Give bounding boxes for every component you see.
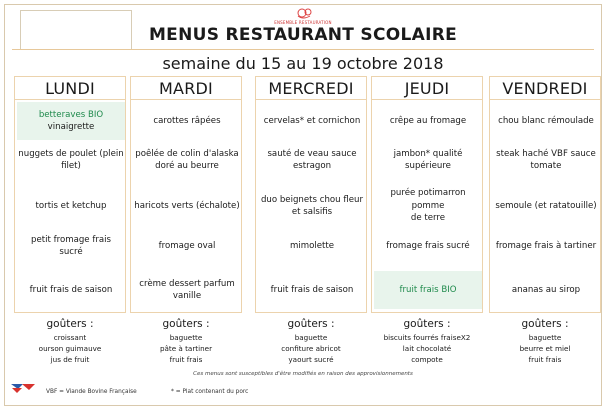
dish-line-1: crêpe au fromage <box>389 115 467 126</box>
day-divider <box>372 99 482 100</box>
dish-line-2: supérieure <box>405 161 451 171</box>
dish-line-1: ananas au sirop <box>511 284 581 295</box>
dish-item <box>374 227 482 265</box>
gouter-item: fruit frais <box>169 355 203 364</box>
dish-line-1: petit fromage frais <box>30 234 112 245</box>
dish-item <box>17 102 125 140</box>
dish-item <box>258 141 366 179</box>
dish-line-1: betteraves BIO <box>38 109 104 120</box>
gouter-title: goûters : <box>287 318 335 330</box>
gouter-item: yaourt sucré <box>288 355 334 364</box>
dish-item <box>492 141 600 179</box>
gouter-item: confiture abricot <box>281 344 341 353</box>
dish-line-2: et salsifis <box>291 207 333 217</box>
dish-line-2: vinaigrette <box>47 122 95 132</box>
gouter-item: baguette <box>528 333 562 342</box>
day-column-vendredi <box>489 76 601 313</box>
gouter-item: croissant <box>53 333 87 342</box>
day-divider <box>256 99 366 100</box>
dish-item <box>258 187 366 225</box>
dish-line-1: carottes râpées <box>153 115 221 126</box>
dish-line-2: sucré <box>59 247 83 257</box>
gouter-item: compote <box>411 355 443 364</box>
dish-line-1: mimolette <box>289 240 335 251</box>
gouter-title: goûters : <box>521 318 569 330</box>
day-name: LUNDI <box>45 79 95 98</box>
dish-line-1: haricots verts (échalote) <box>134 200 240 211</box>
dish-item <box>133 227 241 265</box>
dish-item <box>258 227 366 265</box>
dish-item <box>258 102 366 140</box>
gouter-title: goûters : <box>403 318 451 330</box>
gouter-item: beurre et miel <box>519 344 571 353</box>
day-column-mardi <box>130 76 242 313</box>
gouter-item: baguette <box>294 333 328 342</box>
dish-item <box>17 271 125 309</box>
dish-item <box>374 187 482 225</box>
dish-item <box>374 141 482 179</box>
dish-item <box>492 187 600 225</box>
dish-line-1: poêlée de colin d'alaska <box>135 148 239 159</box>
dish-line-1: sauté de veau sauce <box>267 148 357 159</box>
page-title: MENUS RESTAURANT SCOLAIRE <box>148 25 458 45</box>
gouter-item: baguette <box>169 333 203 342</box>
gouter-title: goûters : <box>162 318 210 330</box>
gouter-item: biscuits fourrés fraiseX2 <box>383 333 471 342</box>
dish-item <box>374 102 482 140</box>
dish-line-1: fromage frais sucré <box>386 240 470 251</box>
dish-line-1: fruit frais de saison <box>29 284 113 295</box>
day-divider <box>490 99 600 100</box>
dish-line-1: cervelas* et cornichon <box>263 115 361 126</box>
dish-line-1: fromage frais à tartiner <box>495 240 597 251</box>
dish-item <box>17 187 125 225</box>
day-divider <box>15 99 125 100</box>
dish-item <box>492 227 600 265</box>
day-divider <box>131 99 241 100</box>
gouter-block <box>130 318 242 370</box>
dish-item <box>492 271 600 309</box>
dish-line-1: steak haché VBF sauce <box>496 148 596 159</box>
dish-line-1: purée potimarron pomme <box>390 188 466 211</box>
dish-item <box>133 187 241 225</box>
dish-line-1: fruit frais de saison <box>270 284 354 295</box>
dish-item <box>133 102 241 140</box>
dish-line-1: duo beignets chou fleur <box>260 194 364 205</box>
caterer-logo-text: ENSEMBLE RESTAURATION <box>274 20 332 25</box>
week-range: semaine du 15 au 19 octobre 2018 <box>162 54 444 73</box>
dish-item <box>133 141 241 179</box>
gouter-item: jus de fruit <box>50 355 90 364</box>
gouter-item: lait chocolaté <box>402 344 452 353</box>
title-divider <box>12 49 594 50</box>
dish-line-1: tortis et ketchup <box>35 200 107 211</box>
dish-line-1: chou blanc rémoulade <box>498 115 594 126</box>
vbf-legend: VBF = Viande Bovine Française <box>46 389 137 395</box>
day-name: VENDREDI <box>502 79 588 98</box>
dish-item <box>492 102 600 140</box>
day-name: MARDI <box>159 79 213 98</box>
dish-line-1: crème dessert parfum <box>139 278 235 289</box>
dish-line-1: fruit frais BIO <box>399 284 457 295</box>
day-column-jeudi <box>371 76 483 313</box>
dish-line-1: semoule (et ratatouille) <box>495 200 597 211</box>
gouter-block <box>255 318 367 370</box>
dish-line-2: vanille <box>172 291 202 301</box>
dish-line-2: tomate <box>530 161 562 171</box>
dish-line-2: filet) <box>61 161 81 171</box>
caterer-logo <box>258 6 348 26</box>
dish-line-1: nuggets de poulet (plein <box>18 148 124 159</box>
day-name: JEUDI <box>404 79 450 98</box>
gouter-title: goûters : <box>46 318 94 330</box>
porc-legend: * = Plat contenant du porc <box>171 389 249 395</box>
gouter-item: fruit frais <box>528 355 562 364</box>
gouter-block <box>371 318 483 370</box>
dish-item <box>17 141 125 179</box>
gouter-block <box>489 318 601 370</box>
gouter-item: pâte à tartiner <box>159 344 213 353</box>
dish-line-2: de terre <box>410 213 446 224</box>
gouter-item: ourson guimauve <box>38 344 102 353</box>
day-name: MERCREDI <box>268 79 354 98</box>
day-column-lundi <box>14 76 126 313</box>
dish-line-1: fromage oval <box>158 240 216 251</box>
dish-item <box>133 271 241 309</box>
dish-item <box>258 271 366 309</box>
vbf-logo-icon <box>10 381 36 395</box>
dish-line-2: estragon <box>292 161 332 171</box>
dish-item <box>17 227 125 265</box>
day-column-mercredi <box>255 76 367 313</box>
gouter-block <box>14 318 126 370</box>
dish-item <box>374 271 482 309</box>
menu-change-note: Ces menus sont susceptibles d'être modifiés en raison des approvisionnements <box>193 371 413 377</box>
dish-line-2: doré au beurre <box>155 161 219 171</box>
dish-line-1: jambon* qualité <box>393 148 463 159</box>
